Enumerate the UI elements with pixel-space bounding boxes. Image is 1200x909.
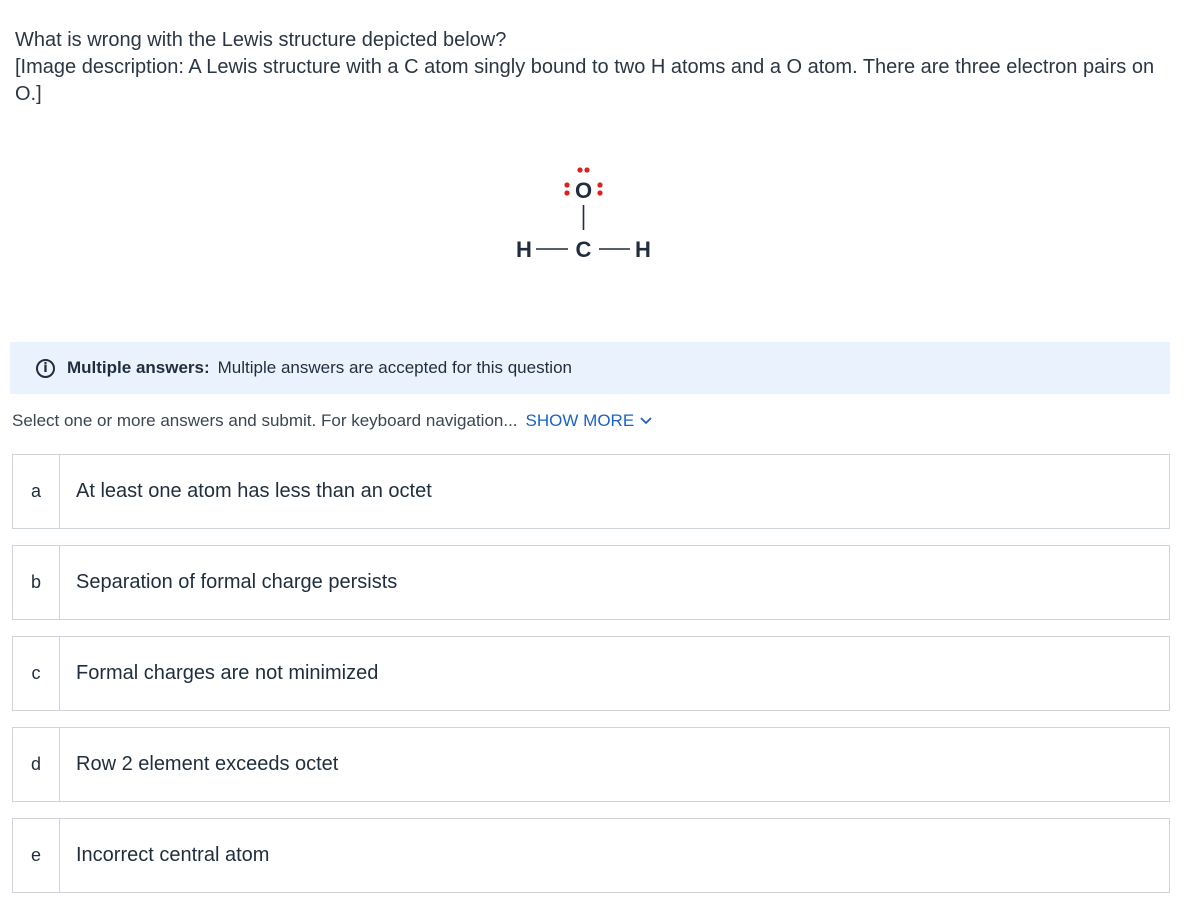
atom-oxygen: O xyxy=(574,178,593,203)
option-text: At least one atom has less than an octet xyxy=(76,480,432,502)
atom-carbon: C xyxy=(575,237,592,262)
instructions xyxy=(12,411,652,431)
show-more-link[interactable] xyxy=(526,411,653,431)
question-text: What is wrong with the Lewis structure depicted below? xyxy=(15,29,507,51)
answer-option-b[interactable] xyxy=(12,545,1170,620)
answer-option-e[interactable] xyxy=(12,818,1170,893)
answer-option-c[interactable] xyxy=(12,636,1170,711)
lone-pair-dot xyxy=(584,167,589,172)
show-more-label: SHOW MORE xyxy=(525,411,635,430)
lewis-structure-figure xyxy=(500,160,670,270)
option-letter: d xyxy=(13,728,60,801)
answer-option-d[interactable] xyxy=(12,727,1170,802)
option-letter: a xyxy=(13,455,60,528)
option-letter: b xyxy=(13,546,60,619)
lone-pair-dot xyxy=(564,182,569,187)
question-prompt xyxy=(15,27,1175,108)
info-label: Multiple answers: xyxy=(67,358,210,377)
answer-option-a[interactable] xyxy=(12,454,1170,529)
atom-hydrogen-left: H xyxy=(516,237,532,262)
lone-pair-dot xyxy=(597,190,602,195)
lone-pair-dot xyxy=(577,167,582,172)
atom-hydrogen-right: H xyxy=(635,237,651,262)
instructions-text: Select one or more answers and submit. For keyboard navigation... xyxy=(12,411,518,430)
lewis-structure-svg xyxy=(500,160,670,270)
lone-pair-dot xyxy=(597,182,602,187)
info-banner xyxy=(10,342,1170,394)
option-letter: e xyxy=(13,819,60,892)
answer-options xyxy=(12,454,1170,909)
lone-pair-dot xyxy=(564,190,569,195)
info-icon: i xyxy=(36,359,55,378)
option-letter: c xyxy=(13,637,60,710)
option-text: Formal charges are not minimized xyxy=(76,662,379,684)
chevron-down-icon xyxy=(640,417,652,425)
image-description: [Image description: A Lewis structure with a C atom singly bound to two H atoms and a O atom. There are three electron pairs on O.] xyxy=(15,56,1155,105)
info-text: Multiple answers are accepted for this question xyxy=(217,358,572,377)
option-text: Incorrect central atom xyxy=(76,844,270,866)
option-text: Row 2 element exceeds octet xyxy=(76,753,339,775)
option-text: Separation of formal charge persists xyxy=(76,571,398,593)
